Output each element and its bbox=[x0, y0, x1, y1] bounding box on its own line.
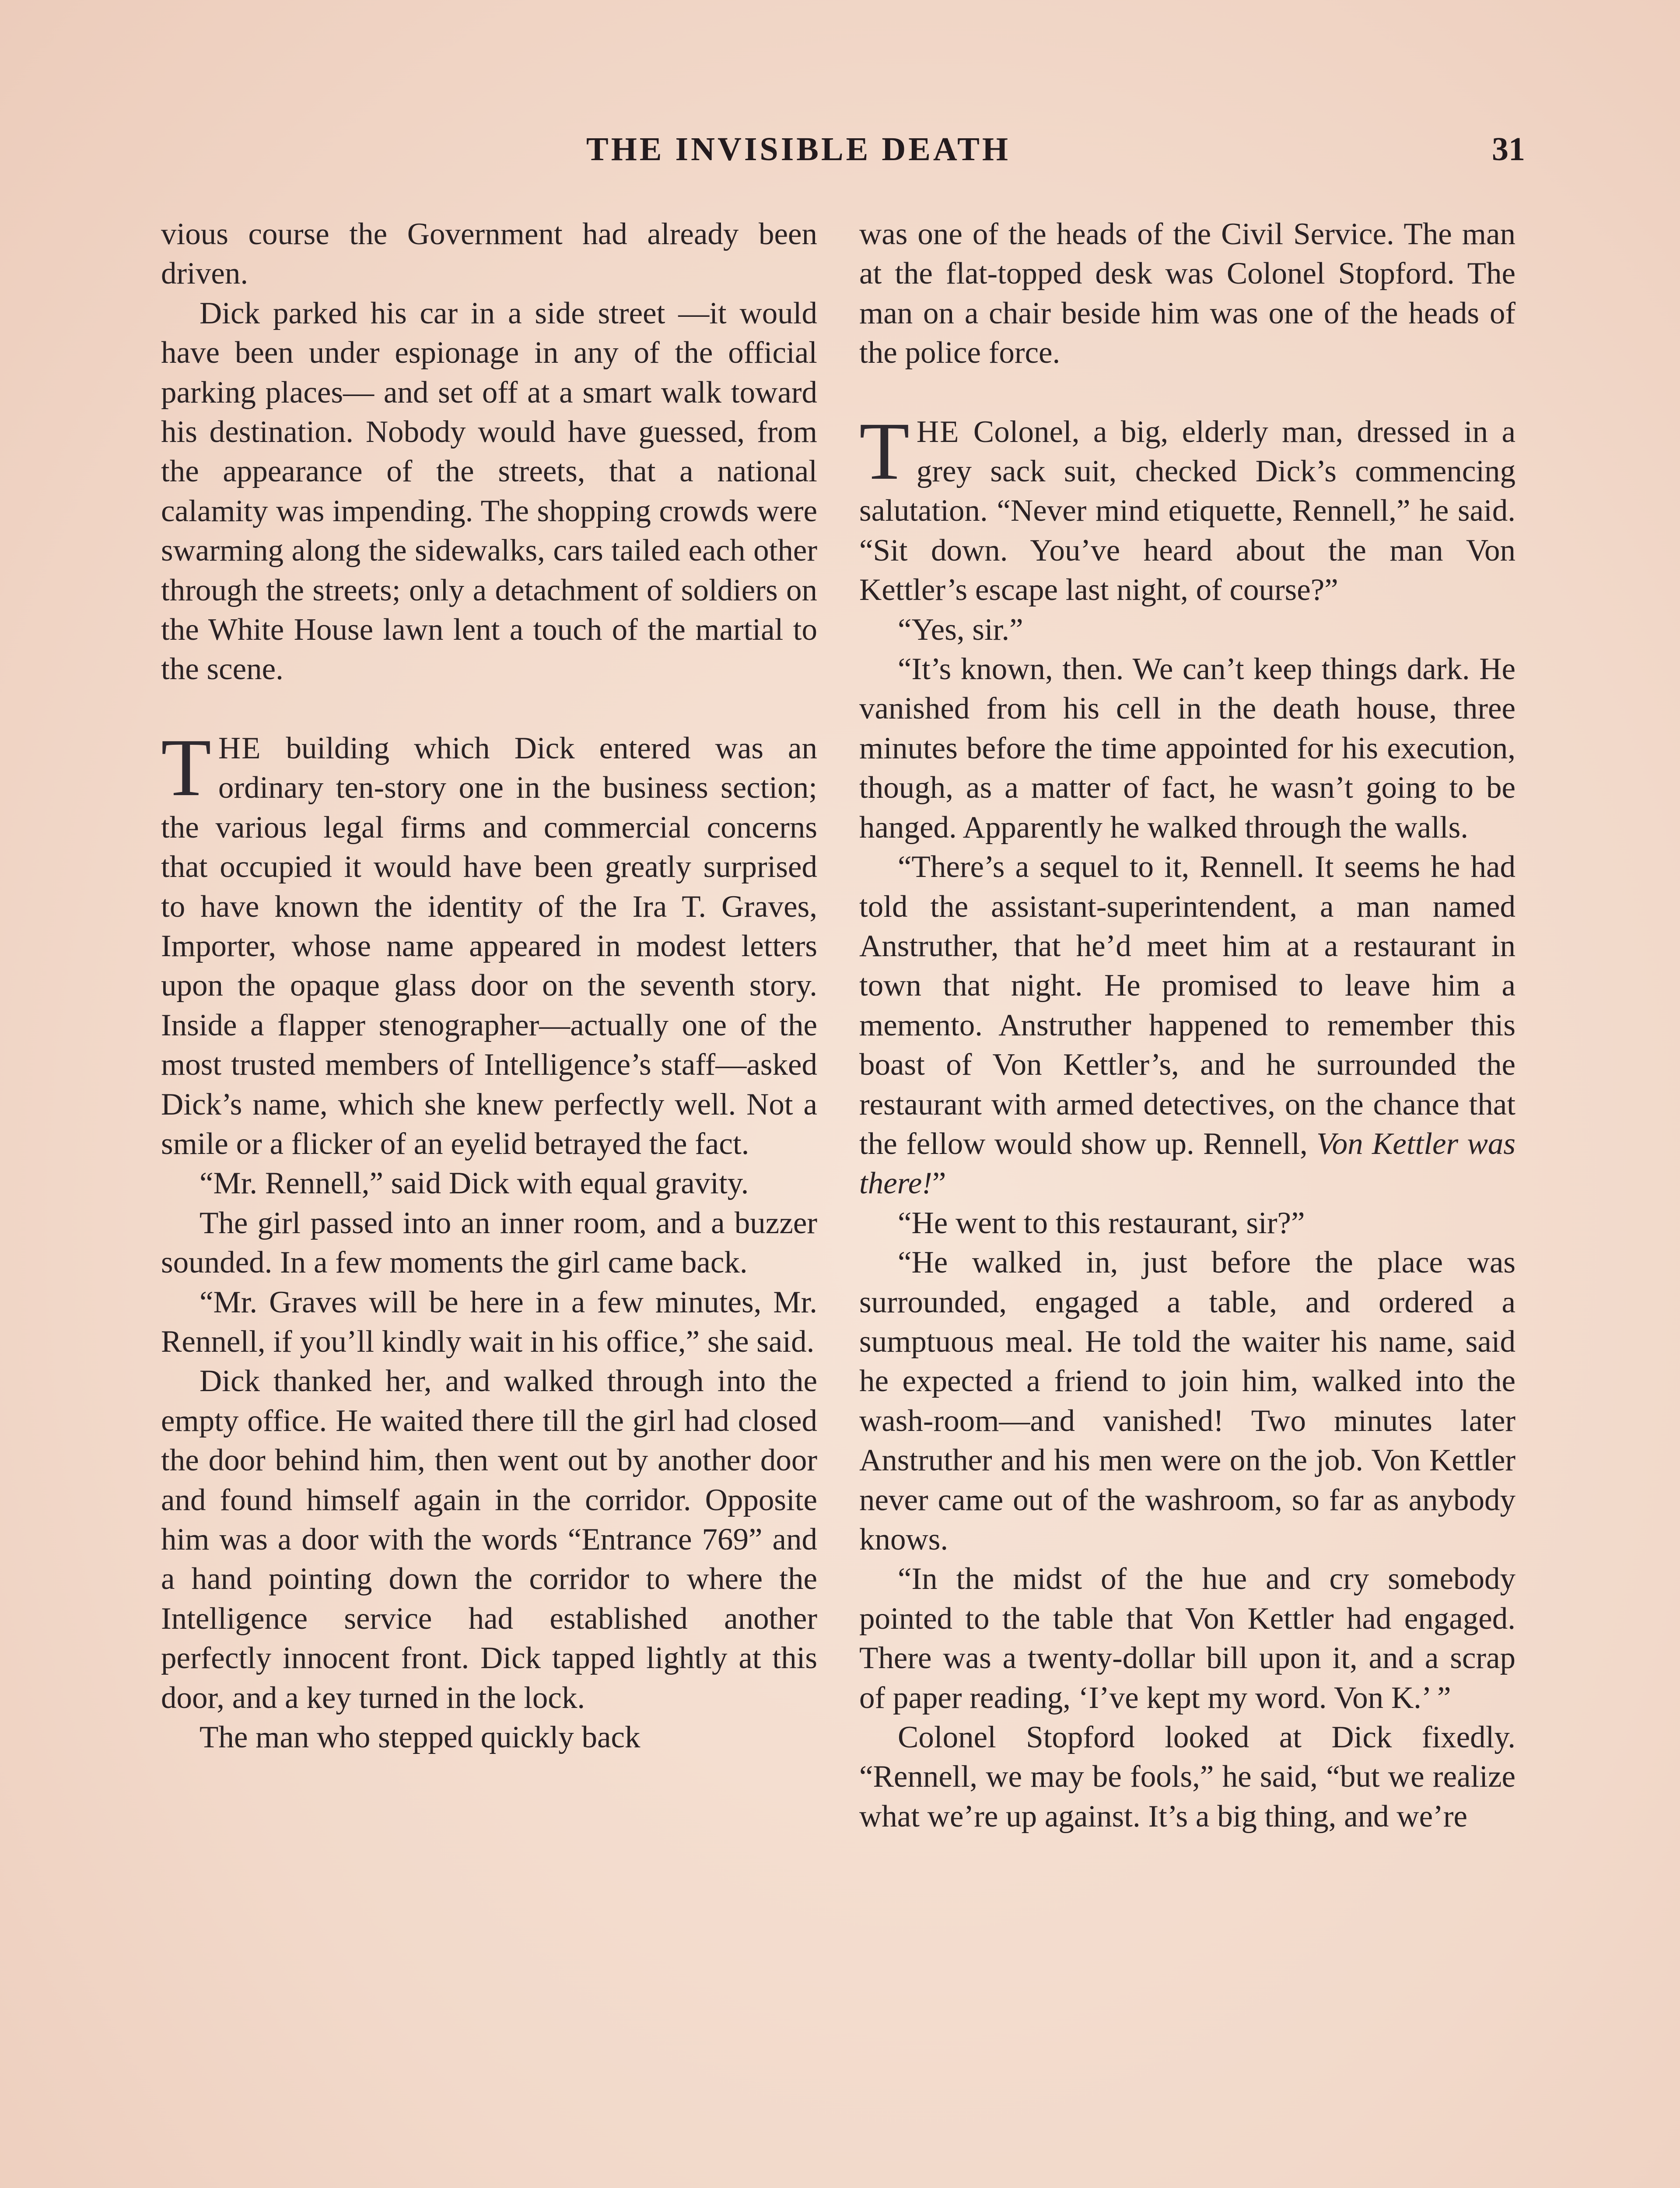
paragraph: “Yes, sir.” bbox=[898, 612, 1023, 647]
dropcap-paragraph bbox=[161, 721, 817, 1164]
paragraph-text: Colonel, a big, elderly man, dressed in a grey sack suit, checked Dick’s commencing salutation. “Never mind etiquette, Rennell,” he said. “Sit down. You’ve heard about the man Von Kettler’s escape last night, of course?” bbox=[859, 414, 1516, 607]
drop-cap: T bbox=[161, 721, 211, 813]
paragraph: “Mr. Rennell,” said Dick with equal gravity. bbox=[200, 1166, 749, 1201]
italic-emphasis: Von Kettler was there! bbox=[859, 1126, 1516, 1201]
smallcaps-lead: HE bbox=[218, 731, 262, 765]
paragraph bbox=[859, 847, 1516, 1203]
paragraph: The girl passed into an inner room, and a buzzer sounded. In a few moments the girl came back. bbox=[161, 1206, 817, 1280]
closing-quote: ” bbox=[932, 1166, 946, 1201]
paragraph: The man who stepped quickly back bbox=[200, 1720, 640, 1755]
paragraph-text: building which Dick entered was an ordinary ten-story one in the business section; the various legal firms and commercial concerns that occupied it would have been greatly surprised to have known the identity of the Ira T. Graves, Importer, whose name appeared in modest letters upon the opaque glass door on the seventh story. Inside a flapper stenographer—actually one of the most trusted members of Intelligence’s staff—asked Dick’s name, which she knew perfectly well. Not a smile or a flicker of an eyelid betrayed the fact. bbox=[161, 731, 817, 1161]
paragraph: “Mr. Graves will be here in a few minutes, Mr. Rennell, if you’ll kindly wait in his office,” she said. bbox=[161, 1285, 817, 1359]
running-title: THE INVISIBLE DEATH bbox=[586, 131, 1011, 168]
smallcaps-lead: HE bbox=[916, 414, 960, 449]
right-column bbox=[859, 214, 1516, 1836]
dropcap-paragraph bbox=[859, 405, 1516, 610]
running-head bbox=[0, 130, 1680, 174]
paragraph: “He went to this restaurant, sir?” bbox=[898, 1206, 1305, 1240]
paragraph: Colonel Stopford looked at Dick fixedly. “Rennell, we may be fools,” he said, “but we realize what we’re up against. It’s a big thing, and we’re bbox=[859, 1720, 1516, 1834]
paragraph: “He walked in, just before the place was surrounded, engaged a table, and ordered a sumptuous meal. He told the waiter his name, said he expected a friend to join him, walked into the wash-room—and vanished! Two minutes later Anstruther and his men were on the job. Von Kettler never came out of the washroom, so far as anybody knows. bbox=[859, 1245, 1516, 1557]
paragraph: Dick parked his car in a side street —it would have been under espionage in any of the official parking places— and set off at a smart walk toward his destination. Nobody would have guessed, from the appearance of the streets, that a national calamity was impending. The shopping crowds were swarming along the sidewalks, cars tailed each other through the streets; only a detachment of soldiers on the White House lawn lent a touch of the martial to the scene. bbox=[161, 296, 817, 687]
drop-cap: T bbox=[859, 405, 910, 497]
paragraph-text: “There’s a sequel to it, Rennell. It seems he had told the assistant-superintendent, a man named Anstruther, that he’d meet him at a restaurant in town that night. He promised to leave him a memento. Anstruther happened to remember this boast of Von Kettler’s, and he surrounded the restaurant with armed detectives, on the chance that the fellow would show up. Rennell, bbox=[859, 850, 1516, 1161]
paragraph: was one of the heads of the Civil Service. The man at the flat-topped desk was Colonel Stopford. The man on a chair beside him was one of the heads of the police force. bbox=[859, 217, 1516, 370]
paragraph: “It’s known, then. We can’t keep things dark. He vanished from his cell in the death house, three minutes before the time appointed for his execution, though, as a matter of fact, he wasn’t going to be hanged. Apparently he walked through the walls. bbox=[859, 652, 1516, 845]
paragraph: Dick thanked her, and walked through into the empty office. He waited there till the girl had closed the door behind him, then went out by another door and found himself again in the corridor. Opposite him was a door with the words “Entrance 769” and a hand pointing down the corridor to where the Intelligence service had established another perfectly innocent front. Dick tapped lightly at this door, and a key turned in the lock. bbox=[161, 1364, 817, 1715]
page-number: 31 bbox=[1492, 131, 1525, 168]
paragraph: “In the midst of the hue and cry somebody pointed to the table that Von Kettler had engaged. There was a twenty-dollar bill upon it, and a scrap of paper reading, ‘I’ve kept my word. Von K.’ ” bbox=[859, 1562, 1516, 1715]
paragraph: vious course the Government had already been driven. bbox=[161, 217, 817, 291]
left-column bbox=[161, 214, 817, 1757]
